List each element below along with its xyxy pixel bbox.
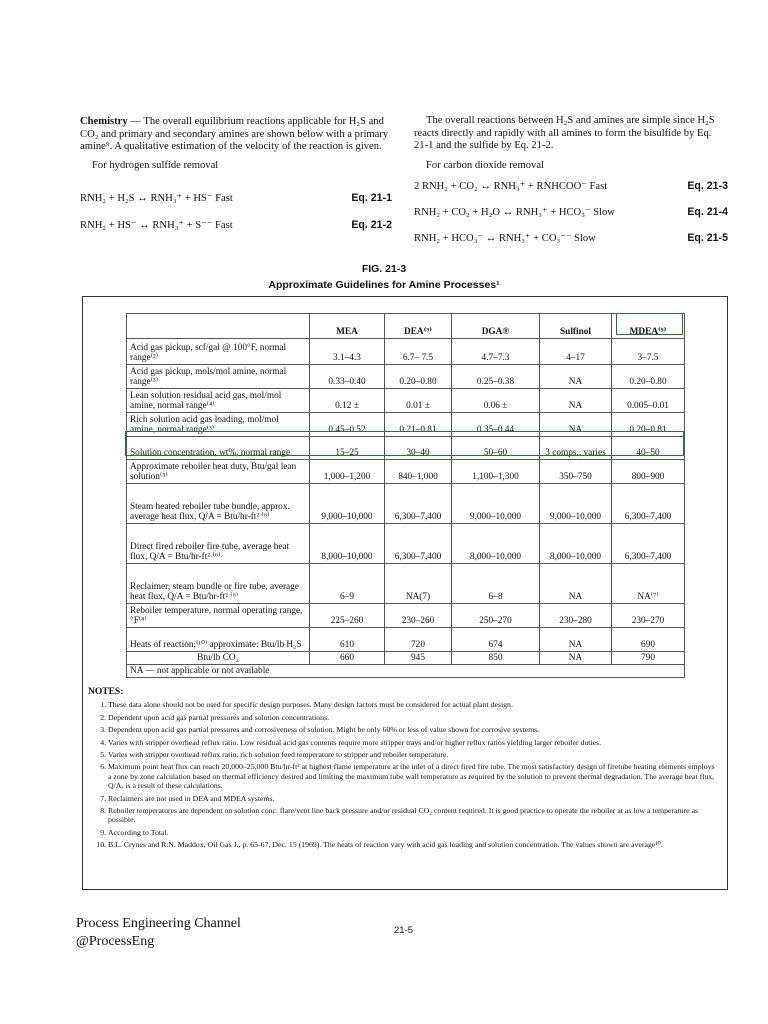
row-label: Approximate reboiler heat duty, Btu/gal lean solution⁽⁵⁾: [127, 460, 310, 484]
row-label: Rich solution acid gas loading, mol/mol amine, normal range⁽³⁾: [127, 413, 310, 437]
table-cell: 0.01 ±: [385, 389, 452, 413]
table-cell: 4.7–7.3: [452, 339, 540, 365]
chemistry-paragraph: [80, 116, 394, 154]
table-cell: 6,300–7,400: [612, 484, 685, 524]
table-cell: 230–270: [612, 604, 685, 628]
table-row: [127, 604, 685, 628]
channel-handle: @ProcessEng: [76, 934, 155, 949]
header-sulfinol: Sulfinol: [540, 314, 612, 339]
table-cell: 6–9: [310, 564, 385, 604]
table-cell: 250–270: [452, 604, 540, 628]
table-cell: 0.005–0.01: [612, 389, 685, 413]
table-cell: 9,000–10,000: [310, 484, 385, 524]
table-row: [127, 628, 685, 652]
table-cell: NA: [540, 628, 612, 652]
table-cell: 610: [310, 628, 385, 652]
table-cell: 230–280: [540, 604, 612, 628]
table-cell: 225–260: [310, 604, 385, 628]
table-cell: 6,300–7,400: [385, 484, 452, 524]
table-footnote: NA — not applicable or not available: [127, 665, 685, 678]
equation-label: Eq. 21-4: [687, 206, 728, 218]
table-row: [127, 652, 685, 665]
table-cell: 690: [612, 628, 685, 652]
equation-21-5: [414, 232, 728, 244]
chemistry-lead: Chemistry: [80, 116, 128, 127]
h2s-heading: For hydrogen sulfide removal: [92, 159, 219, 171]
note-item: 1. These data alone should not be used for specific design purposes. Many design factors must be considered for actual plant design.: [108, 700, 718, 709]
note-item: 4. Varies with stripper overhead reflux ratio. Low residual acid gas contents require more stripper trays and/or higher reflux ratios yielding larger reboiler duties.: [108, 738, 718, 747]
table-cell: 350–750: [540, 460, 612, 484]
equation-label: Eq. 21-5: [687, 232, 728, 244]
table-cell: NA: [540, 564, 612, 604]
table-cell: 9,000–10,000: [540, 484, 612, 524]
table-cell: 6,300–7,400: [385, 524, 452, 564]
table-cell: 800–900: [612, 460, 685, 484]
table-cell: NA⁽⁷⁾: [612, 564, 685, 604]
table-cell: 8,000–10,000: [452, 524, 540, 564]
table-row: [127, 389, 685, 413]
notes-list: [88, 700, 718, 849]
table-cell: 0.35–0.44: [452, 413, 540, 437]
note-item: 6. Maximum point heat flux can reach 20,000–25,000 Btu/hr-ft² at highest flame temperature at the inlet of a direct fired fire tube. The most satisfactory design of firetube heating elements employs a zone by zone calculation based on thermal efficiency desired and limiting the maximum tube wall temperature as required by the solution to prevent thermal degradation. The average heat flux, Q/A, is a result of these calculations.: [108, 762, 718, 790]
header-cell: [127, 314, 310, 339]
left-column: [80, 116, 394, 172]
table-header-row: [127, 314, 685, 339]
equation-text: RNH₂ + CO₂ + H₂O ↔ RNH₃⁺ + HCO₃⁻ Slow: [414, 207, 615, 218]
note-item: 9. According to Total.: [108, 828, 718, 837]
note-item: 2. Dependent upon acid gas partial pressures and solution concentrations.: [108, 713, 718, 722]
table-row: [127, 564, 685, 604]
table-cell: 6,300–7,400: [612, 524, 685, 564]
table-cell: 790: [612, 652, 685, 665]
table-row: [127, 484, 685, 524]
mdea-highlight-box: [616, 313, 683, 335]
header-dea: DEA⁽⁹⁾: [385, 314, 452, 339]
amine-guidelines-table: [126, 313, 685, 678]
equation-label: Eq. 21-3: [687, 180, 728, 192]
page-number: 21-5: [394, 925, 414, 936]
table-cell: NA: [540, 652, 612, 665]
header-dga: DGA®: [452, 314, 540, 339]
table-cell: NA: [540, 389, 612, 413]
row-label: Reclaimer, steam bundle or fire tube, average heat flux, Q/A = Btu/hr-ft² ⁽⁶⁾: [127, 564, 310, 604]
row-label: Lean solution residual acid gas, mol/mol amine, normal range⁽⁴⁾: [127, 389, 310, 413]
row-label: Heats of reaction;⁽¹⁰⁾ approximate: Btu/lb H₂S: [127, 628, 310, 652]
table-cell: 15–25: [310, 437, 385, 460]
figure-number: FIG. 21-3: [361, 263, 407, 275]
table-cell: 0.20–0.80: [612, 365, 685, 389]
figure-title: Approximate Guidelines for Amine Processes¹: [268, 279, 500, 291]
table-cell: 4–17: [540, 339, 612, 365]
table-row: [127, 460, 685, 484]
table-row: [127, 339, 685, 365]
table-cell: 6–8: [452, 564, 540, 604]
table-cell: NA: [540, 365, 612, 389]
table-cell: 40–50: [612, 437, 685, 460]
table-cell: 1,000–1,200: [310, 460, 385, 484]
note-item: 3. Dependent upon acid gas partial pressures and corrosiveness of solution. Might be only 60% or less of value shown for corrosive systems.: [108, 725, 718, 734]
header-mea: MEA: [310, 314, 385, 339]
table-cell: NA: [540, 413, 612, 437]
chemistry-intro: — The overall equilibrium reactions applicable for H₂S and CO₂ and primary and secondary amines are shown below with a primary amine⁹. A qualitative estimation of the velocity of the reaction is given.: [80, 116, 389, 153]
row-label: Steam heated reboiler tube bundle, approx. average heat flux, Q/A = Btu/hr-ft² ⁽⁶⁾: [127, 484, 310, 524]
table-cell: 3–7.5: [612, 339, 685, 365]
table-cell: 720: [385, 628, 452, 652]
table-cell: 0.06 ±: [452, 389, 540, 413]
row-label: Acid gas pickup, scf/gal @ 100°F, normal range⁽²⁾: [127, 339, 310, 365]
table-cell: NA(7): [385, 564, 452, 604]
table-cell: 1,100–1,300: [452, 460, 540, 484]
row-label: Direct fired reboiler fire tube, average heat flux, Q/A = Btu/hr-ft² ⁽⁶⁾: [127, 524, 310, 564]
table-cell: 230–260: [385, 604, 452, 628]
equation-text: 2 RNH₂ + CO₂ ↔ RNH₃⁺ + RNHCOO⁻ Fast: [414, 181, 608, 192]
table-cell: 6.7– 7.5: [385, 339, 452, 365]
table-cell: 0.12 ±: [310, 389, 385, 413]
table-cell: 0.20–0.81: [612, 413, 685, 437]
table-row: [127, 524, 685, 564]
table-cell: 30–40: [385, 437, 452, 460]
table-cell: 0.45–0.52: [310, 413, 385, 437]
table-row: [127, 365, 685, 389]
note-item: 10. B.L. Crynes and R.N. Maddox, Oil Gas J., p. 65-67, Dec. 15 (1969). The heats of reaction vary with acid gas loading and solution concentration. The values shown are average¹⁰.: [108, 840, 718, 849]
table-cell: 8,000–10,000: [540, 524, 612, 564]
table-body: [127, 339, 685, 678]
co2-heading: For carbon dioxide removal: [426, 159, 544, 171]
table-cell: 660: [310, 652, 385, 665]
notes-heading: NOTES:: [88, 687, 124, 697]
table-cell: 850: [452, 652, 540, 665]
right-column: [414, 115, 728, 172]
table-cell: 0.25–0.38: [452, 365, 540, 389]
equation-21-3: [414, 180, 728, 192]
table-cell: 840–1,000: [385, 460, 452, 484]
equation-21-4: [414, 206, 728, 218]
table-cell: 50–60: [452, 437, 540, 460]
row-label: Acid gas pickup, mols/mol amine, normal range⁽³⁾: [127, 365, 310, 389]
table-cell: 3.1–4.3: [310, 339, 385, 365]
channel-name: Process Engineering Channel: [76, 916, 241, 931]
row-label: Reboiler temperature, normal operating range, °F⁽⁸⁾: [127, 604, 310, 628]
footer-branding: [76, 915, 241, 951]
table-cell: 9,000–10,000: [452, 484, 540, 524]
notes-section: [88, 688, 718, 853]
row-label: Solution concentration, wt%, normal range: [127, 437, 310, 460]
note-item: 5. Varies with stripper overhead reflux ratio, rich solution feed temperature to stripper and reboiler temperature.: [108, 750, 718, 759]
header-mdea: MDEA⁽⁹⁾: [612, 314, 685, 339]
equation-text: RNH₂ + HS⁻ ↔ RNH₃⁺ + S⁻⁻ Fast: [80, 220, 233, 231]
note-item: 8. Reboiler temperatures are dependent on solution conc. flare/vent line back pressure and/or residual CO₂ content required. It is good practice to operate the reboiler at as low a temperature as possible.: [108, 806, 718, 825]
row-label: Btu/lb CO₂: [127, 652, 310, 665]
concentration-highlight-box: [125, 431, 684, 456]
table-cell: 674: [452, 628, 540, 652]
equation-21-2: [80, 219, 392, 231]
table-cell: 0.21–0.81: [385, 413, 452, 437]
table-footer-row: [127, 665, 685, 678]
equation-label: Eq. 21-2: [351, 219, 392, 231]
table-cell: 3 comps., varies: [540, 437, 612, 460]
h2s-reaction-paragraph: The overall reactions between H₂S and amines are simple since H₂S reacts directly and rapidly with all amines to form the bisulfide by Eq. 21-1 and the sulfide by Eq. 21-2.: [414, 115, 715, 152]
equation-text: RNH₂ + HCO₃⁻ ↔ RNH₃⁺ + CO₃⁻⁻ Slow: [414, 233, 596, 244]
table-cell: 945: [385, 652, 452, 665]
equation-text: RNH₂ + H₂S ↔ RNH₃⁺ + HS⁻ Fast: [80, 193, 233, 204]
equation-label: Eq. 21-1: [351, 192, 392, 204]
note-item: 7. Reclaimers are not used in DEA and MDEA systems.: [108, 794, 718, 803]
table-cell: 8,000–10,000: [310, 524, 385, 564]
table-cell: 0.33–0.40: [310, 365, 385, 389]
table-cell: 0.20–0.80: [385, 365, 452, 389]
equation-21-1: [80, 192, 392, 204]
